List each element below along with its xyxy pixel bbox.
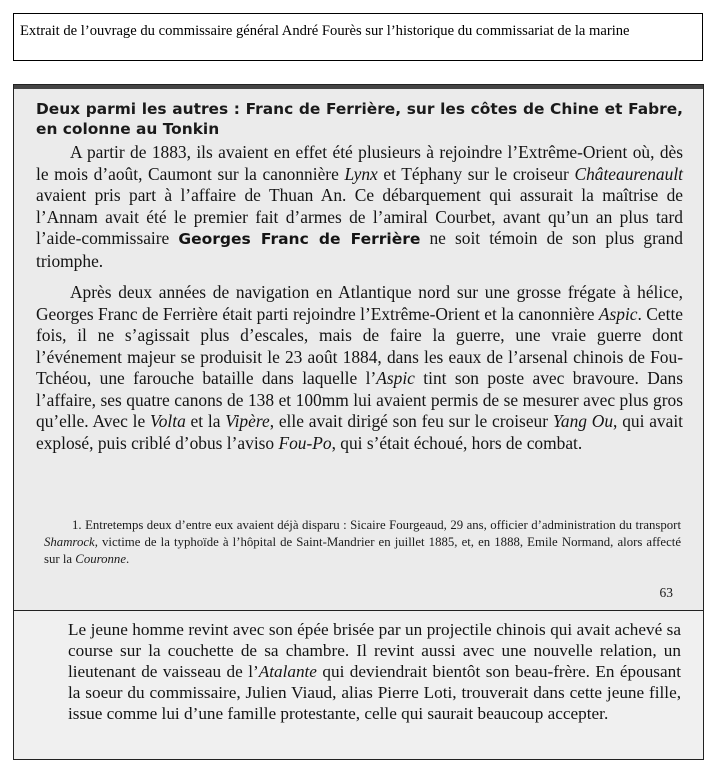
p2-text-1: Après deux années de navigation en Atlantique nord sur une grosse frégate à hélice, Georges Franc de Ferrière était parti rejoindre l’Extrême-Orient et la canonnière [36, 282, 683, 324]
ship-name-aspic: Aspic [598, 303, 638, 324]
person-name-bold: Georges Franc de Ferrière [178, 230, 421, 248]
paragraph-1 [36, 142, 683, 272]
caption-box [13, 13, 703, 61]
ship-name-couronne: Couronne [75, 552, 126, 566]
ship-name-chateaurenault: Châteaurenault [574, 163, 683, 184]
ship-name-lynx: Lynx [344, 163, 378, 184]
p2-text-5: , elle avait dirigé son feu sur le croiseur [269, 411, 553, 431]
paragraph-3 [68, 619, 681, 724]
p3-text-1: Le jeune homme revint avec son épée brisée par un projectile chinois qui avait achevé sa course sur la couchette de sa chambre. Il revint aussi avec une nouvelle relation, un lieutenant de vaisseau de l’ [68, 620, 681, 681]
paragraph-2 [36, 282, 683, 454]
ship-name-shamrock: Shamrock [44, 535, 95, 549]
p1-text-4: ne soit témoin de son plus grand triomphe. [36, 228, 683, 271]
ship-name-vipere: Vipère [225, 411, 270, 431]
fn-text-1: 1. Entretemps deux d’entre eux avaient déjà disparu : Sicaire Fourgeaud, 29 ans, officier d’administration du transport [72, 518, 681, 532]
p2-text-4: et la [185, 411, 226, 431]
p1-text-1: A partir de 1883, ils avaient en effet été plusieurs à rejoindre l’Extrême-Orient où, dès le mois d’août, Caumont sur la canonnière [36, 142, 683, 184]
ship-name-atalante: Atalante [258, 662, 317, 681]
fn-text-2: , victime de la typhoïde à l’hôpital de Saint-Mandrier en juillet 1885, et, en 1888, Emile Normand, alors affecté sur la [44, 535, 681, 566]
p1-text-3: avaient pris part à l’affaire de Thuan An. Ce débarquement qui assurait la maîtrise de l’Annam avait été le premier fait d’armes de l’amiral Courbet, avant qu’un an plus tard l’aide-commissaire [36, 185, 683, 248]
footnote [44, 517, 681, 568]
section-heading: Deux parmi les autres : Franc de Ferrière, sur les côtes de Chine et Fabre, en colonne au Tonkin [36, 100, 683, 138]
p2-text-7: , qui s’était échoué, hors de combat. [331, 432, 583, 453]
ship-name-fou-po: Fou-Po [278, 432, 332, 453]
upper-page [14, 85, 703, 610]
ship-name-aspic-2: Aspic [376, 368, 415, 388]
caption-text: Extrait de l’ouvrage du commissaire général André Fourès sur l’historique du commissariat de la marine [20, 23, 630, 39]
p1-text-2: et Téphany sur le croiseur [377, 163, 575, 184]
scanned-excerpt [13, 84, 704, 760]
ship-name-volta: Volta [150, 411, 186, 431]
p2-text-2: . Cette fois, il ne s’agissait plus d’escales, mais de faire la guerre, une vraie guerre dont l’événement majeur se produisit le 23 août 1884, dans les eaux de l’arsenal chinois de Fou-Tchéou, une farouche bataille dans laquelle l’ [36, 303, 683, 388]
p2-text-3: tint son poste avec bravoure. Dans l’affaire, ses quatre canons de 138 et 100mm lui avaient permis de se mesurer avec plus gros qu’elle. Avec le [36, 368, 683, 431]
lower-page [14, 611, 703, 760]
p2-text-6: , qui avait explosé, puis criblé d’obus l’aviso [36, 411, 684, 453]
p3-text-2: qui deviendrait bientôt son beau-frère. En épousant la soeur du commissaire, Julien Viaud, alias Pierre Loti, trouverait dans cette jeune fille, issue comme lui d’une famille protestante, celle qui saurait beaucoup accepter. [68, 662, 681, 723]
fn-text-3: . [126, 552, 130, 566]
page-number: 63 [659, 585, 673, 600]
ship-name-yang-ou: Yang Ou [552, 411, 614, 431]
